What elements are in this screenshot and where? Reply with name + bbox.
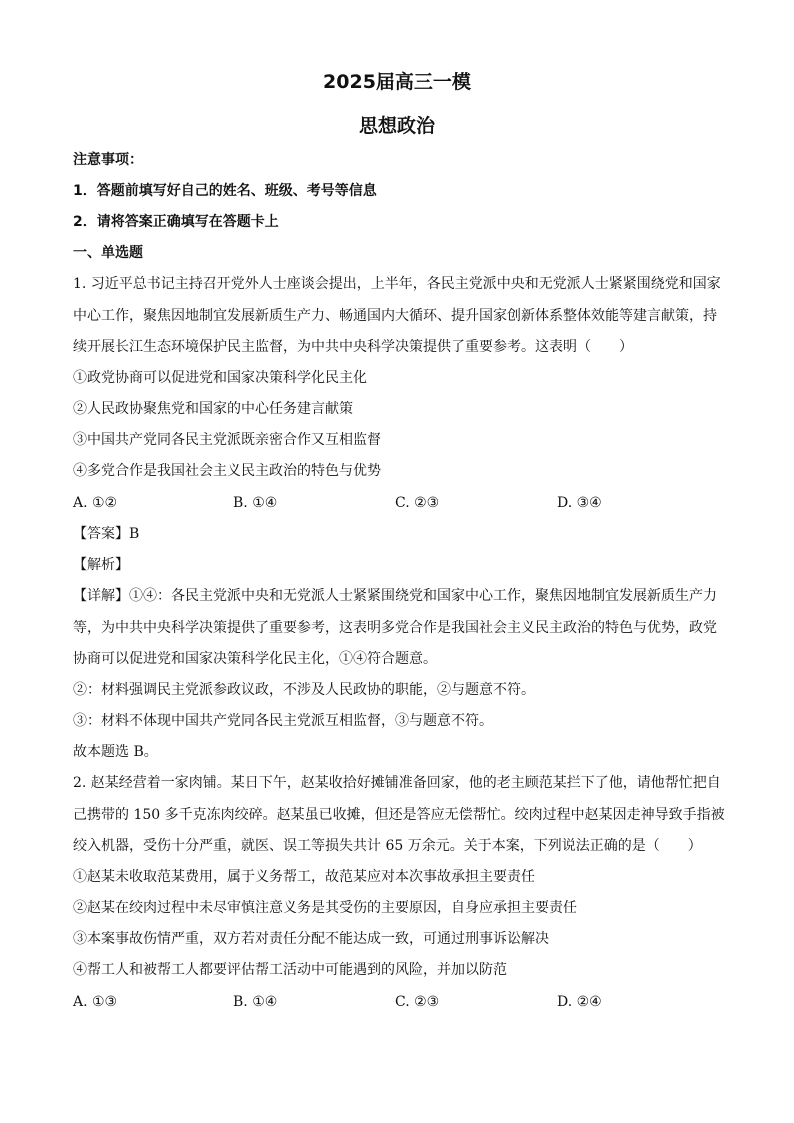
q2-option-c: C. ②③ <box>395 994 440 1010</box>
q1-conclusion: 故本题选 B。 <box>73 744 158 760</box>
q1-stem-line: 续开展长江生态环境保护民主监督，为中共中央科学决策提供了重要参考。这表明（ ） <box>73 339 633 355</box>
notice-item: 1．答题前填写好自己的姓名、班级、考号等信息 <box>73 183 377 199</box>
q1-detail-line: 协商可以促进党和国家决策科学化民主化，①④符合题意。 <box>73 651 437 667</box>
q2-statement: ①赵某未收取范某费用，属于义务帮工，故范某应对本次事故承担主要责任 <box>73 869 535 885</box>
q1-stem-line: 中心工作，聚焦因地制宜发展新质生产力、畅通国内大循环、提升国家创新体系整体效能等建言献策，持 <box>73 308 717 324</box>
q1-analysis-label: 【解析】 <box>73 557 129 573</box>
q2-stem-line: 2. 赵某经营着一家肉铺。某日下午，赵某收拾好摊铺准备回家，他的老主顾范某拦下了他，请他帮忙把自 <box>73 775 721 791</box>
q1-statement: ③中国共产党同各民主党派既亲密合作又互相监督 <box>73 432 381 448</box>
q1-detail-line: ③：材料不体现中国共产党同各民主党派互相监督，③与题意不符。 <box>73 713 493 729</box>
q1-option-a: A. ①② <box>73 495 118 511</box>
q1-option-d: D. ③④ <box>557 495 602 511</box>
section-heading: 一、单选题 <box>73 245 143 261</box>
notice-item: 2．请将答案正确填写在答题卡上 <box>73 214 279 230</box>
q1-statement: ①政党协商可以促进党和国家决策科学化民主化 <box>73 370 367 386</box>
q2-option-d: D. ②④ <box>557 994 602 1010</box>
q2-option-a: A. ①③ <box>73 994 118 1010</box>
q1-option-c: C. ②③ <box>395 495 440 511</box>
q2-stem-line: 绞入机器，受伤十分严重，就医、误工等损失共计 65 万余元。关于本案，下列说法正确的是（ ） <box>73 838 702 854</box>
q2-statement: ③本案事故伤情严重，双方若对责任分配不能达成一致，可通过刑事诉讼解决 <box>73 931 549 947</box>
q1-option-b: B. ①④ <box>233 495 278 511</box>
q1-detail-line: 等，为中共中央科学决策提供了重要参考，这表明多党合作是我国社会主义民主政治的特色与优势，政党 <box>73 620 717 636</box>
notice-heading: 注意事项： <box>73 152 143 168</box>
q1-detail-label: 【详解】 <box>73 588 129 604</box>
q1-detail-line: 【详解】①④：各民主党派中央和无党派人士紧紧围绕党和国家中心工作，聚焦因地制宜发展新质生产力 <box>73 588 717 604</box>
q1-statement: ②人民政协聚焦党和国家的中心任务建言献策 <box>73 401 353 417</box>
exam-title: 2025届高三一模 <box>323 71 471 93</box>
q2-statement: ②赵某在绞肉过程中未尽审慎注意义务是其受伤的主要原因，自身应承担主要责任 <box>73 900 577 916</box>
q1-detail-line: ②：材料强调民主党派参政议政，不涉及人民政协的职能，②与题意不符。 <box>73 682 535 698</box>
q1-answer: 【答案】B <box>73 526 140 542</box>
q1-statement: ④多党合作是我国社会主义民主政治的特色与优势 <box>73 463 381 479</box>
q1-stem-line: 1. 习近平总书记主持召开党外人士座谈会提出，上半年，各民主党派中央和无党派人士紧紧围绕党和国家 <box>73 276 721 292</box>
q2-option-b: B. ①④ <box>233 994 278 1010</box>
q2-statement: ④帮工人和被帮工人都要评估帮工活动中可能遇到的风险，并加以防范 <box>73 962 507 978</box>
subject-title: 思想政治 <box>358 115 435 137</box>
q2-stem-line: 己携带的 150 多千克冻肉绞碎。赵某虽已收摊，但还是答应无偿帮忙。绞肉过程中赵某因走神导致手指被 <box>73 807 725 823</box>
